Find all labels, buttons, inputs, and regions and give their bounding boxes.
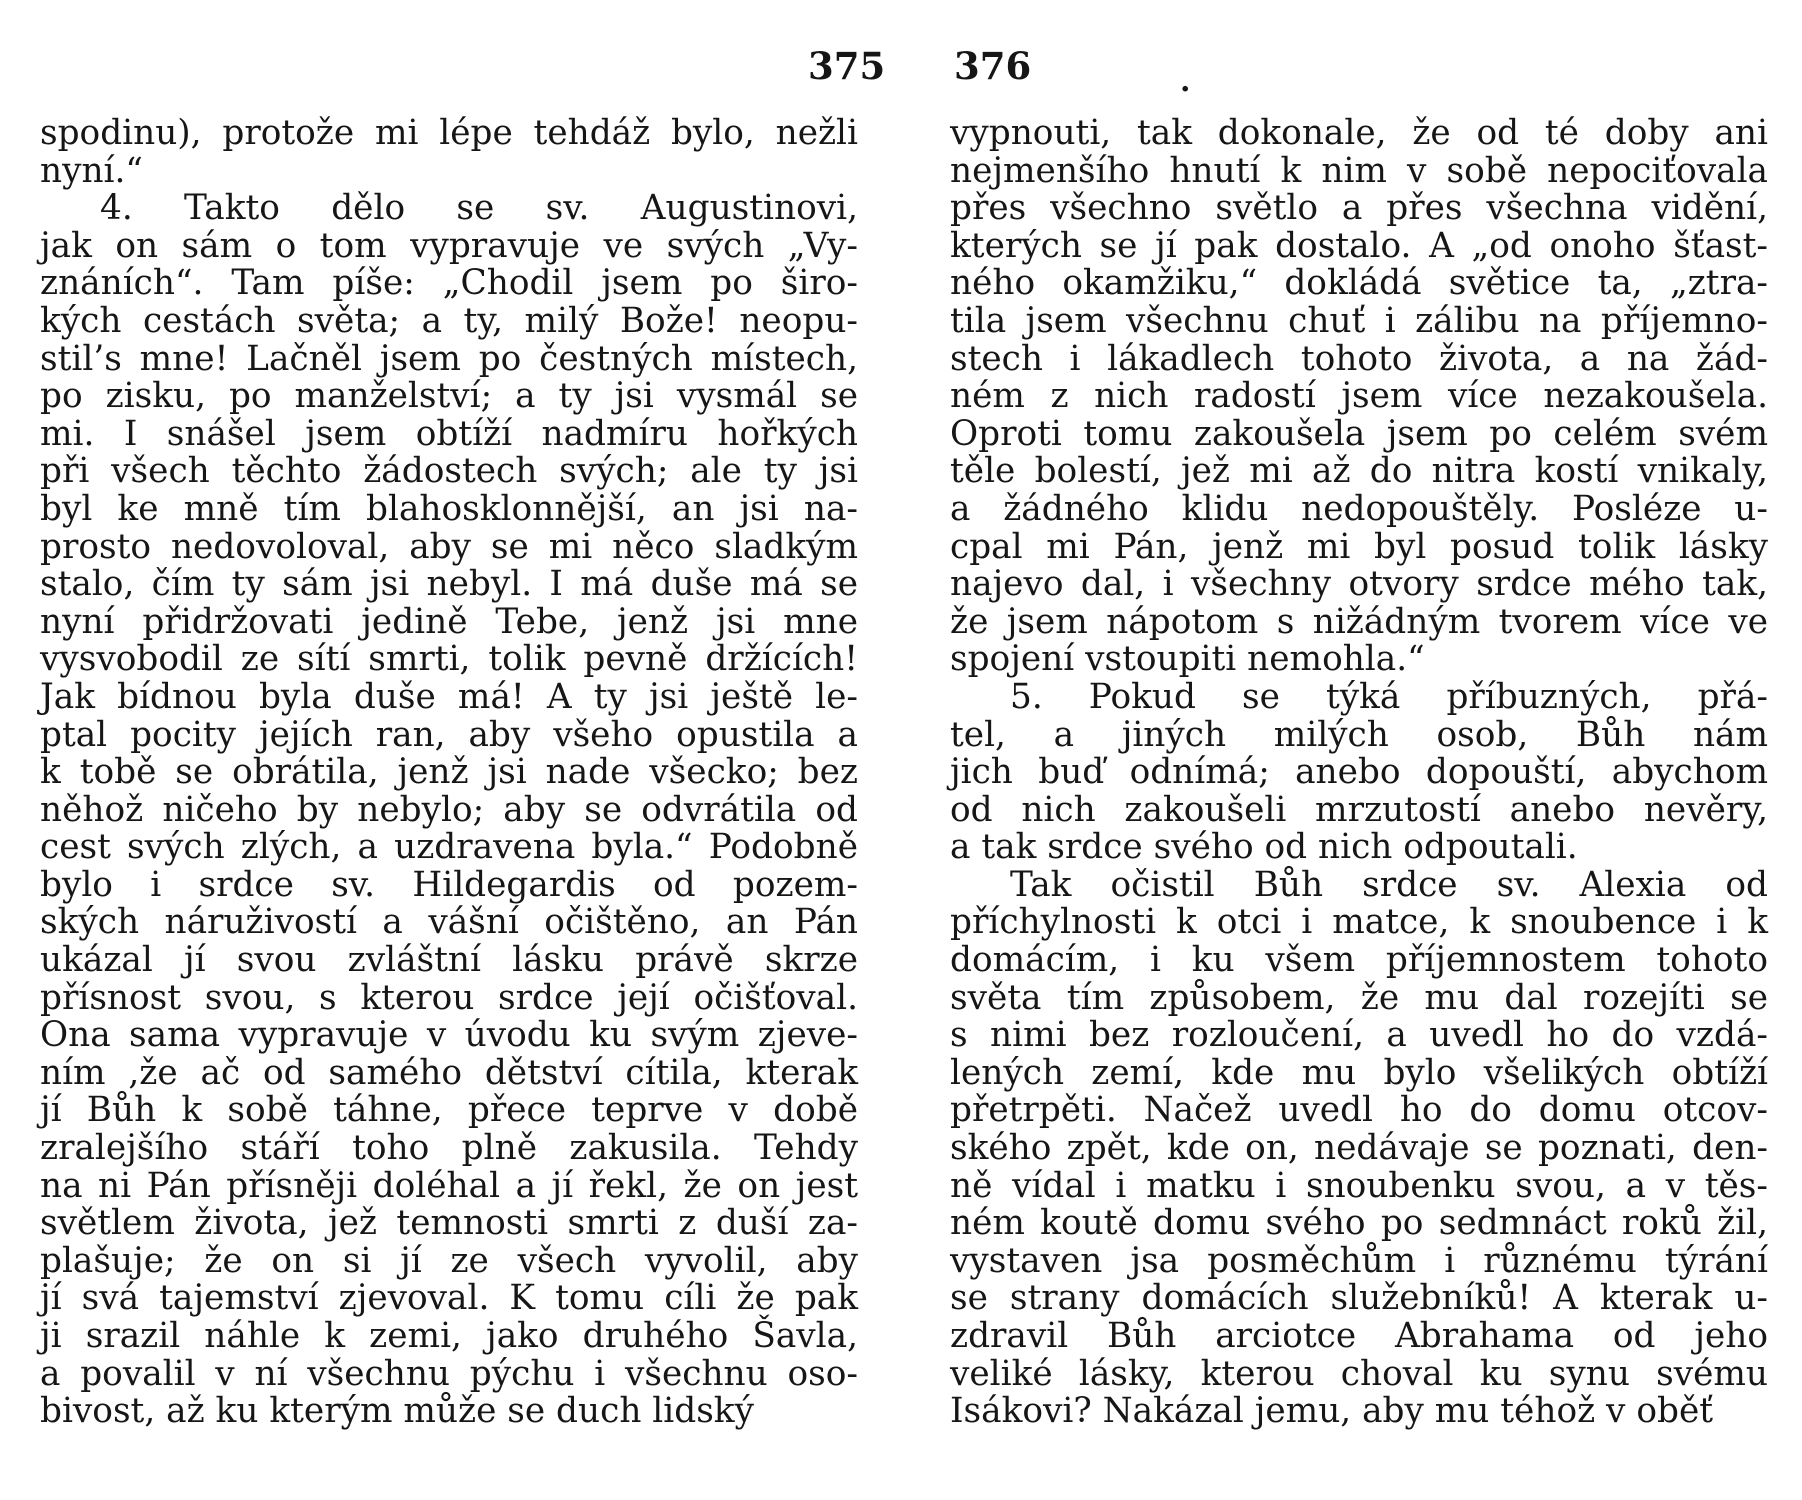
text-line: kterých se jí pak dostalo. A „od onoho šťast- [950,225,1768,266]
text-line: stalo, čím ty sám jsi nebyl. I má duše má se [40,564,858,605]
text-line: lených zemí, kde mu bylo všelikých obtíží [950,1052,1768,1093]
text-line: znáních“. Tam píše: „Chodil jsem po širo- [40,263,858,304]
text-line: cpal mi Pán, jenž mi byl posud tolik lásky [950,526,1768,567]
text-line: stil’s mne! Lačněl jsem po čestných místech, [40,338,858,379]
text-line: ských náruživostí a vášní očištěno, an Pán [40,902,858,943]
text-line: se strany domácích služebníků! A kterak u- [950,1278,1768,1319]
text-line: Isákovi? Nakázal jemu, aby mu téhož v oběť [950,1391,1714,1432]
text-line: mi. I snášel jsem obtíží nadmíru hořkých [40,413,858,454]
text-line: při všech těchto žádostech svých; ale ty jsi [40,451,858,492]
text-line: a povalil v ní všechnu pýchu i všechnu oso- [40,1353,858,1394]
text-line: tila jsem všechnu chuť i zálibu na příjemno- [950,300,1768,341]
text-line: nyní.“ [40,150,143,191]
text-line: s nimi bez rozloučení, a uvedl ho do vzdá- [950,1015,1768,1056]
text-line: ji srazil náhle k zemi, jako druhého Šavla, [40,1316,858,1356]
text-line: jí svá tajemství zjevoval. K tomu cíli že pak [40,1278,858,1319]
text-line: ném koutě domu svého po sedmnáct roků žil, [950,1203,1768,1244]
text-line: veliké lásky, kterou choval ku synu svému [950,1353,1768,1394]
text-line: nejmenšího hnutí k nim v sobě nepociťovala [950,150,1768,191]
text-line: přetrpěti. Načež uvedl ho do domu otcov- [950,1090,1768,1131]
text-line: příchylnosti k otci i matce, k snoubence i k [950,902,1768,943]
text-line: Oproti tomu zakoušela jsem po celém svém [950,413,1768,454]
text-line: světa tím způsobem, že mu dal rozejíti se [950,977,1768,1018]
text-line: tel, a jiných milých osob, Bůh nám [950,714,1768,755]
stray-mark: . [1180,64,1191,99]
text-line: přísnost svou, s kterou srdce její očišťoval. [40,977,858,1018]
page-number-left: 375 [808,44,886,88]
text-line: po zisku, po manželství; a ty jsi vysmál se [40,376,858,417]
text-line: vypnouti, tak dokonale, že od té doby ani [950,113,1768,153]
text-line: a žádného klidu nedopouštěly. Posléze u- [950,488,1768,529]
text-line: stech i lákadlech tohoto života, a na žád- [950,338,1768,379]
text-line: najevo dal, i všechny otvory srdce mého tak, [950,564,1768,605]
text-line: bivost, až ku kterým může se duch lidský [40,1391,754,1432]
text-line: ského zpět, kde on, nedávaje se poznati, den- [950,1128,1768,1169]
text-line: Jak bídnou byla duše má! A ty jsi ještě le- [40,676,858,717]
text-line: těle bolestí, jež mi až do nitra kostí vnikaly, [950,451,1768,492]
text-line: ném z nich radostí jsem více nezakoušela. [950,376,1768,417]
text-line: jich buď odnímá; anebo dopouští, abychom [950,752,1768,793]
text-line: domácím, i ku všem příjemnostem tohoto [950,940,1768,981]
text-line: a tak srdce svého od nich odpoutali. [950,827,1578,868]
text-line: jí Bůh k sobě táhne, přece teprve v době [40,1090,858,1131]
text-line: nyní přidržovati jedině Tebe, jenž jsi mne [40,601,858,642]
page-number-right: 376 [954,44,1032,88]
right-page-text [950,115,1768,1431]
text-line: prosto nedovoloval, aby se mi něco sladkým [40,526,858,567]
text-line: Tak očistil Bůh srdce sv. Alexia od [1010,864,1768,905]
text-line: k tobě se obrátila, jenž jsi nade všecko; bez [40,752,858,793]
text-line: vystaven jsa posměchům i různému týrání [950,1240,1768,1281]
text-line: bylo i srdce sv. Hildegardis od pozem- [40,864,858,905]
text-line: spojení vstoupiti nemohla.“ [950,639,1425,680]
text-line: přes všechno světlo a přes všechna vidění, [950,188,1768,229]
text-line: zralejšího stáří toho plně zakusila. Tehdy [40,1128,858,1169]
text-line: ptal pocity jejích ran, aby všeho opustila a [40,714,858,755]
text-line: Ona sama vypravuje v úvodu ku svým zjeve- [40,1015,858,1056]
text-line: spodinu), protože mi lépe tehdáž bylo, nežli [40,113,858,153]
text-line: 4. Takto dělo se sv. Augustinovi, [100,188,858,229]
text-line: 5. Pokud se týká příbuzných, přá- [1010,676,1768,717]
text-line: byl ke mně tím blahosklonnější, an jsi na- [40,488,858,529]
left-page-text [40,115,858,1431]
text-line: od nich zakoušeli mrzutostí anebo nevěry, [950,789,1768,830]
text-line: ného okamžiku,“ dokládá světice ta, „ztra- [950,263,1768,304]
text-line: ně vídal i matku i snoubenku svou, a v těs- [950,1165,1768,1206]
text-line: ním ,že ač od samého dětství cítila, kterak [40,1052,858,1093]
text-line: plašuje; že on si jí ze všech vyvolil, aby [40,1240,858,1281]
text-line: zdravil Bůh arciotce Abrahama od jeho [950,1316,1768,1356]
text-line: na ni Pán přísněji doléhal a jí řekl, že on jest [40,1165,858,1206]
text-line: jak on sám o tom vypravuje ve svých „Vy- [40,225,858,266]
text-line: vysvobodil ze sítí smrti, tolik pevně držících! [40,639,858,680]
text-line: kých cestách světa; a ty, milý Bože! neopu- [40,300,858,341]
text-line: že jsem nápotom s nižádným tvorem více ve [950,601,1768,642]
text-line: cest svých zlých, a uzdravena byla.“ Podobně [40,827,858,868]
text-line: světlem života, jež temnosti smrti z duší za- [40,1203,858,1244]
text-line: něhož ničeho by nebylo; aby se odvrátila od [40,789,858,830]
text-line: ukázal jí svou zvláštní lásku právě skrze [40,940,858,981]
